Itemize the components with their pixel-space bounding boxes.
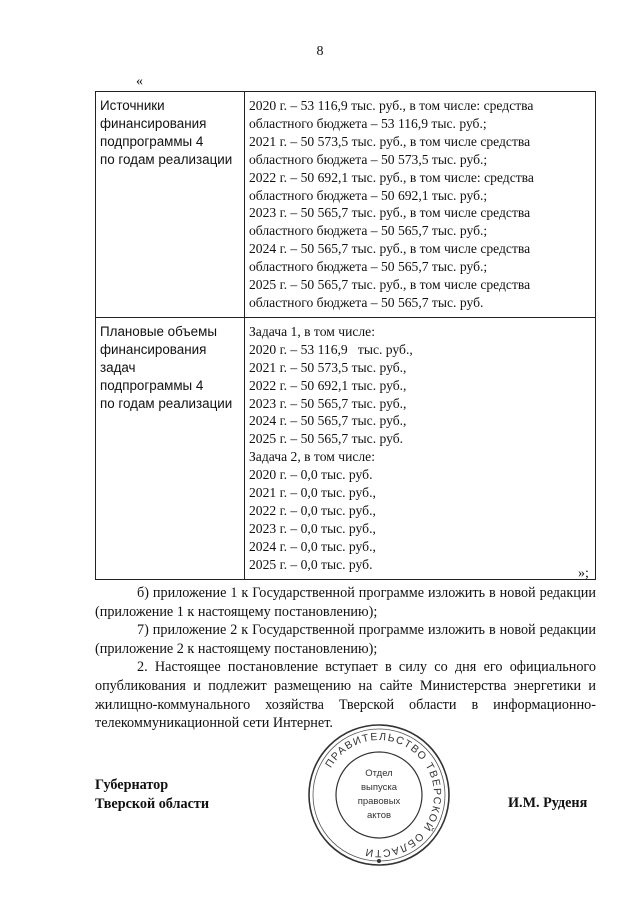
value-line: 2022 г. – 0,0 тыс. руб.,	[249, 502, 376, 518]
value-line: областного бюджета – 50 565,7 тыс. руб.	[249, 294, 484, 310]
value-line: областного бюджета – 50 565,7 тыс. руб.;	[249, 223, 488, 239]
label-line: подпрограммы 4	[100, 377, 204, 393]
value-line: 2024 г. – 50 565,7 тыс. руб., в том числе средства	[249, 241, 531, 257]
value-line: 2020 г. – 0,0 тыс. руб.	[249, 467, 373, 483]
value-line: Задача 2, в том числе:	[249, 449, 375, 465]
value-line: областного бюджета – 50 565,7 тыс. руб.;	[249, 259, 488, 275]
paragraph: б) приложение 1 к Государственной программе изложить в новой редакции (приложение 1 к настоящему постановлению);	[95, 585, 596, 620]
label-line: задач	[100, 359, 136, 375]
paragraph: 7) приложение 2 к Государственной программе изложить в новой редакции (приложение 2 к настоящему постановлению);	[95, 622, 596, 657]
stamp-center-line: правовых	[357, 796, 401, 807]
value-line: 2021 г. – 0,0 тыс. руб.,	[249, 485, 376, 501]
value-line: 2023 г. – 0,0 тыс. руб.,	[249, 520, 376, 536]
row-value	[245, 317, 596, 579]
value-line: 2025 г. – 50 565,7 тыс. руб.	[249, 431, 404, 447]
label-line: Плановые объемы	[100, 323, 217, 339]
label-line: по годам реализации	[100, 395, 233, 411]
official-stamp	[304, 720, 454, 870]
stamp-center-line: выпуска	[360, 782, 398, 793]
signature-title	[95, 776, 209, 814]
label-line: Источники	[100, 98, 165, 113]
signer-region: Тверской области	[95, 796, 210, 812]
signer-position: Губернатор	[95, 777, 169, 793]
value-line: 2020 г. – 53 116,9 тыс. руб., в том числе: средства	[249, 98, 534, 113]
row-value	[245, 92, 596, 318]
value-line: 2023 г. – 50 565,7 тыс. руб.,	[249, 395, 407, 411]
label-line: финансирования	[100, 115, 207, 131]
paragraph: 2. Настоящее постановление вступает в силу со дня его официального опубликования и подлежит размещению на сайте Министерства энергетики и жилищно-коммунального хозяйства Тверской области в информационно-телекоммуникационной сети Интернет.	[95, 659, 596, 732]
stamp-ring-text: ПРАВИТЕЛЬСТВО ТВЕРСКОЙ ОБЛАСТИ	[323, 730, 444, 860]
value-line: 2022 г. – 50 692,1 тыс. руб.,	[249, 377, 407, 393]
value-line: 2020 г. – 53 116,9 тыс. руб.,	[249, 341, 413, 357]
value-line: 2025 г. – 0,0 тыс. руб.	[249, 556, 373, 572]
value-line: 2022 г. – 50 692,1 тыс. руб., в том числе: средства	[249, 169, 534, 185]
table-row	[96, 92, 596, 318]
value-line: 2023 г. – 50 565,7 тыс. руб., в том числе средства	[249, 205, 531, 221]
page-number: 8	[316, 44, 324, 59]
closing-quote: »;	[578, 566, 589, 581]
label-line: финансирования	[100, 341, 207, 357]
document-body	[95, 584, 596, 733]
value-line: 2024 г. – 50 565,7 тыс. руб.,	[249, 413, 407, 429]
value-line: 2024 г. – 0,0 тыс. руб.,	[249, 538, 376, 554]
opening-quote: «	[136, 74, 143, 89]
value-line: областного бюджета – 50 573,5 тыс. руб.;	[249, 151, 488, 167]
signer-name: И.М. Руденя	[508, 795, 588, 811]
table-row	[96, 317, 596, 579]
value-line: областного бюджета – 50 692,1 тыс. руб.;	[249, 187, 488, 203]
value-line: 2021 г. – 50 573,5 тыс. руб.,	[249, 359, 407, 375]
stamp-center-line: актов	[366, 810, 392, 821]
label-line: подпрограммы 4	[100, 133, 204, 149]
row-label	[96, 92, 245, 318]
value-line: Задача 1, в том числе:	[249, 323, 375, 339]
label-line: по годам реализации	[100, 151, 233, 167]
value-line: 2021 г. – 50 573,5 тыс. руб., в том числе средства	[249, 133, 531, 149]
stamp-center-line: Отдел	[365, 768, 393, 779]
value-line: 2025 г. – 50 565,7 тыс. руб., в том числе средства	[249, 277, 531, 293]
row-label	[96, 317, 245, 579]
financing-table	[95, 91, 596, 580]
stamp-star-icon	[377, 859, 381, 863]
value-line: областного бюджета – 53 116,9 тыс. руб.;	[249, 115, 487, 131]
